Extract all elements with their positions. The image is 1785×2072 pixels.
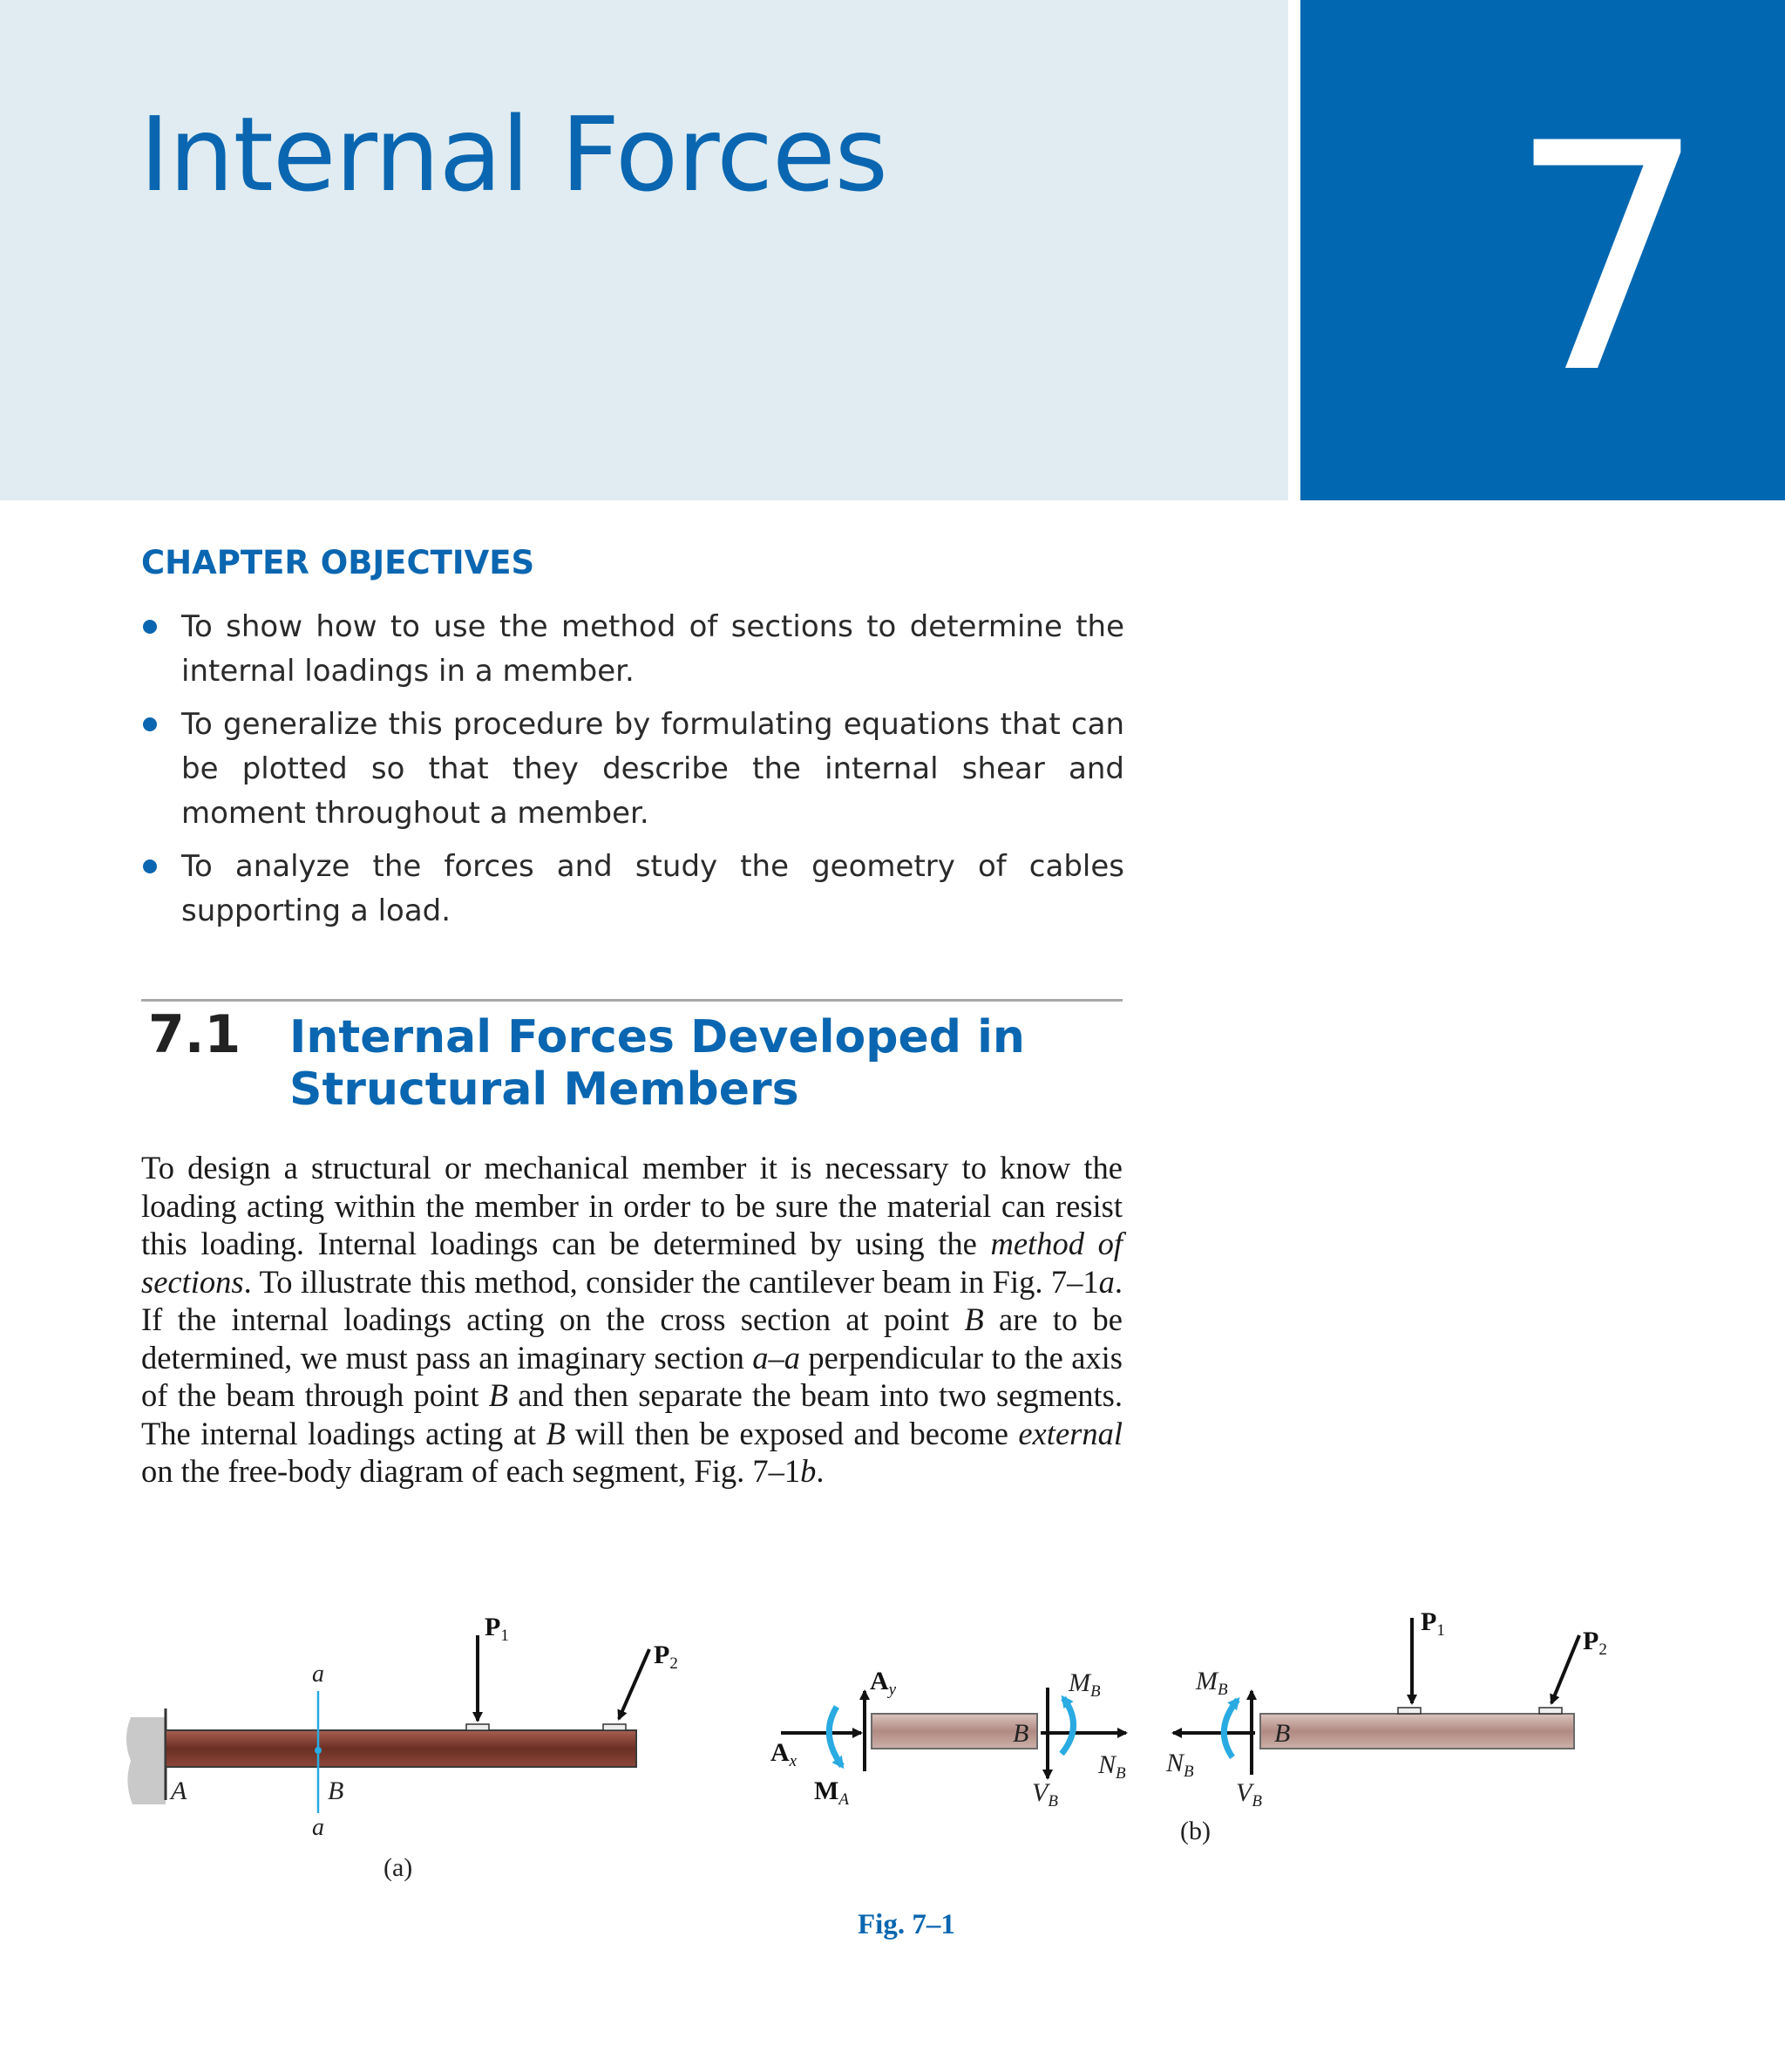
fig-b-label-right-nb: $N_B$	[1166, 1749, 1194, 1781]
fig-a-wall	[126, 1709, 166, 1804]
body-text-run: will then be exposed and become	[565, 1415, 1019, 1451]
fig-b-plate-2	[1539, 1708, 1562, 1714]
bullet-icon	[143, 717, 157, 731]
objectives-heading: CHAPTER OBJECTIVES	[141, 544, 535, 581]
body-text-run: and then separate the beam into two segments. The internal loadings acting at	[141, 1377, 1123, 1451]
fig-b-label-ma: $M_A$	[814, 1776, 849, 1809]
objective-text: To generalize this procedure by formulating equations that can be plotted so that they describe the internal shear and moment throughout a member.	[181, 707, 1124, 831]
fig-b-caption: (b)	[1180, 1817, 1211, 1845]
body-text-emphasis: B	[964, 1301, 984, 1337]
section-divider	[141, 999, 1123, 1002]
fig-b-label-left-nb: $N_B$	[1098, 1750, 1126, 1783]
section-title	[289, 1011, 1126, 1116]
fig-a-label-p2: $P_2$	[654, 1641, 678, 1673]
fig-b-label-p2: $P_2$	[1583, 1627, 1607, 1659]
fig-b-label-ay: $A_y$	[870, 1667, 897, 1699]
objective-text: To analyze the forces and study the geometry of cables supporting a load.	[181, 849, 1124, 928]
fig-a-caption: (a)	[383, 1853, 413, 1882]
fig-a-beam	[166, 1730, 636, 1767]
objective-item	[139, 605, 1124, 694]
chapter-title: Internal Forces	[139, 94, 888, 214]
fig-a-plate-2	[603, 1724, 626, 1730]
section-title-line2: Structural Members	[289, 1063, 799, 1116]
body-text-run: .	[816, 1453, 825, 1489]
fig-a-label-section-top: a	[312, 1661, 324, 1688]
body-text-emphasis: external	[1018, 1415, 1123, 1451]
fig-b-label-right-mb: $M_B$	[1196, 1667, 1228, 1699]
body-text-run: on the free-body diagram of each segment, Fig. 7–1	[141, 1453, 801, 1489]
fig-a-plate-1	[466, 1724, 489, 1730]
fig-a-load-arrow-2	[619, 1649, 649, 1719]
body-text-run: perpendicular to the axis of the beam through point	[141, 1339, 1123, 1413]
fig-b-moment-right-mb	[1224, 1700, 1238, 1757]
fig-b-plate-1	[1398, 1708, 1421, 1714]
fig-b-moment-ma	[829, 1707, 842, 1766]
chapter-number: 7	[1508, 77, 1708, 442]
body-text-run: To design a structural or mechanical member it is necessary to know the loading acting within the member in order to be sure the material can resist this loading. Internal loadings can be determined by using the	[141, 1150, 1123, 1261]
body-text-emphasis: B	[488, 1377, 509, 1413]
fig-b-label-ax: $A_x$	[770, 1738, 797, 1770]
body-text-emphasis: B	[546, 1415, 566, 1451]
section-number: 7.1	[148, 1004, 241, 1065]
bullet-icon	[143, 620, 157, 634]
body-text-emphasis: a–a	[752, 1339, 801, 1376]
body-paragraph	[141, 1149, 1123, 1491]
body-text-run: . To illustrate this method, consider the cantilever beam in Fig. 7–1	[243, 1263, 1099, 1300]
objective-text: To show how to use the method of sections to determine the internal loadings in a member.	[181, 609, 1124, 689]
objective-item	[139, 703, 1124, 836]
fig-a-label-point-a: A	[171, 1776, 187, 1805]
body-text-run: . If the internal loadings acting on the cross section at point	[141, 1263, 1123, 1337]
figure-caption: Fig. 7–1	[858, 1909, 955, 1940]
fig-b-label-left-mb: $M_B$	[1069, 1668, 1101, 1701]
fig-b-moment-left-mb	[1062, 1698, 1074, 1754]
fig-b-label-left-b: B	[1013, 1719, 1029, 1748]
body-text-emphasis: b	[800, 1453, 817, 1489]
fig-a-label-point-b: B	[328, 1776, 344, 1805]
section-title-line1: Internal Forces Developed in	[289, 1011, 1025, 1063]
fig-b-label-right-b: B	[1274, 1719, 1291, 1748]
objectives-list	[139, 605, 1124, 942]
bullet-icon	[143, 859, 157, 873]
body-text-run: are to be determined, we must pass an imaginary section	[141, 1301, 1123, 1376]
body-text-emphasis: a	[1098, 1263, 1115, 1300]
chapter-banner	[0, 0, 1288, 500]
fig-b-label-p1: $P_1$	[1421, 1607, 1445, 1640]
fig-a-point-b	[315, 1747, 322, 1754]
fig-a-label-p1: $P_1$	[485, 1613, 509, 1645]
fig-b-load-arrow-2	[1551, 1635, 1579, 1703]
objective-item	[139, 845, 1124, 934]
fig-b-label-left-vb: $V_B$	[1032, 1778, 1058, 1810]
fig-b-label-right-vb: $V_B$	[1236, 1778, 1262, 1810]
fig-a-label-section-bottom: a	[312, 1814, 324, 1841]
body-text-emphasis: method of sections	[141, 1226, 1123, 1300]
fig-b-right-segment	[1260, 1714, 1574, 1749]
